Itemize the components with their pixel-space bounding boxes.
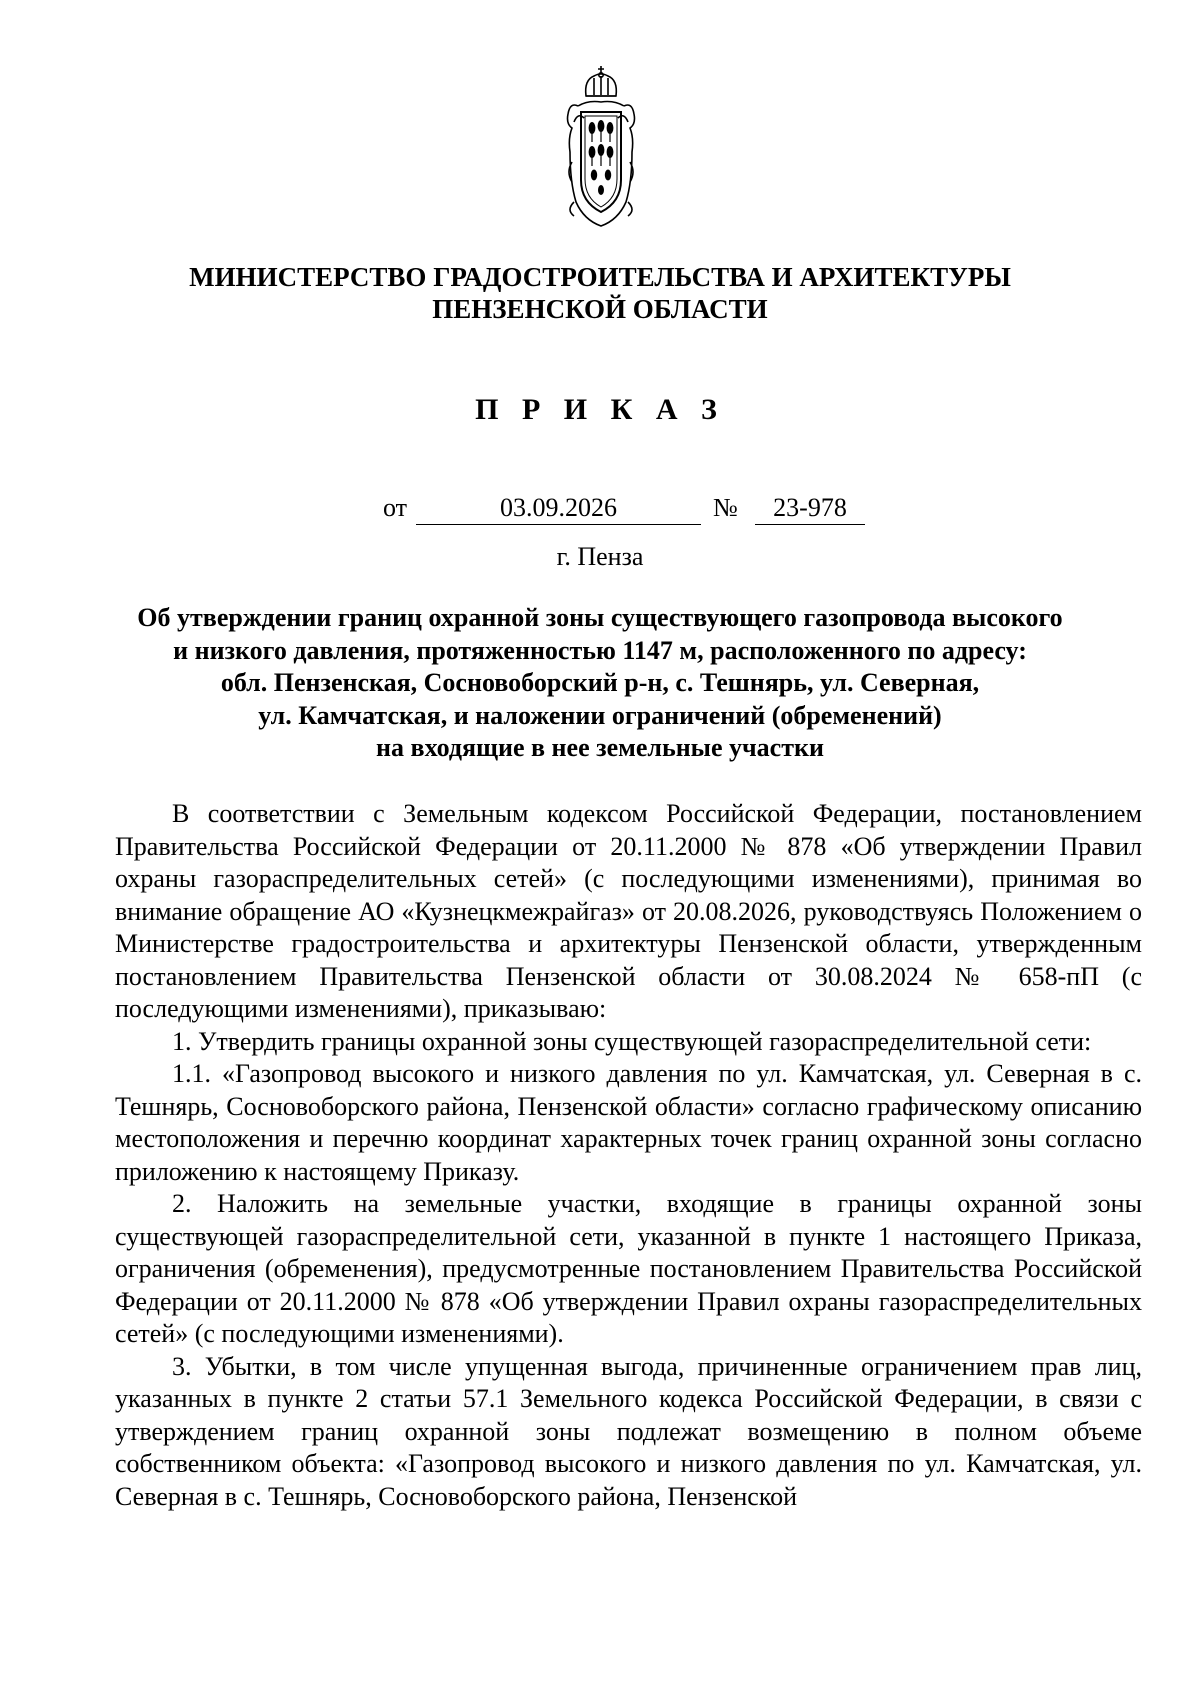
subject-line: Об утверждении границ охранной зоны существующего газопровода высокого: [137, 603, 1063, 632]
subject-line: ул. Камчатская, и наложении ограничений (обременений): [258, 700, 942, 730]
subject-line: и низкого давления, протяженностью 1147 м, расположенного по адресу:: [173, 635, 1027, 665]
ministry-name-line2: ПЕНЗЕНСКОЙ ОБЛАСТИ: [432, 294, 768, 324]
ministry-name: [0, 261, 1200, 325]
subject-line: на входящие в нее земельные участки: [376, 733, 824, 762]
order-body: [115, 798, 1142, 1513]
date-prefix: от: [383, 493, 408, 522]
clause-1-1: 1.1. «Газопровод высокого и низкого давления по ул. Камчатская, ул. Северная в с. Тешнярь, Сосновоборского района, Пензенской области» согласно графическому описанию местоположения и перечню координат характерных точек границ охранной зоны согласно приложению к настоящему Приказу.: [115, 1059, 1142, 1186]
clause-2: 2. Наложить на земельные участки, входящие в границы охранной зоны существующей газораспределительной сети, указанной в пункте 1 настоящего Приказа, ограничения (обременения), предусмотренные постановлением Правительства Российской Федерации от 20.11.2000 № 878 «Об утверждении Правил охраны газораспределительных сетей» (с последующими изменениями).: [115, 1189, 1142, 1348]
preamble-paragraph: В соответствии с Земельным кодексом Российской Федерации, постановлением Правительства Российской Федерации от 20.11.2000 № 878 «Об утверждении Правил охраны газораспределительных сетей» (с последующими изменениями), принимая во внимание обращение АО «Кузнецкмежрайгаз» от 20.08.2026, руководствуясь Положением о Министерстве градостроительства и архитектуры Пензенской области, утвержденным постановлением Правительства Пензенской области от 30.08.2024 № 658-пП (с последующими изменениями), приказываю:: [115, 799, 1142, 1023]
subject-line: обл. Пензенская, Сосновоборский р-н, с. Тешнярь, ул. Северная,: [220, 668, 980, 697]
ministry-name-line1: МИНИСТЕРСТВО ГРАДОСТРОИТЕЛЬСТВА И АРХИТЕКТУРЫ: [189, 262, 1011, 292]
document-type-title: П Р И К А З: [475, 393, 725, 426]
number-sign: №: [713, 493, 738, 522]
order-number: 23-978: [755, 492, 865, 525]
order-subject: [0, 602, 1200, 765]
clause-3: 3. Убытки, в том числе упущенная выгода, причиненные ограничением прав лиц, указанных в пункте 2 статьи 57.1 Земельного кодекса Российской Федерации, в связи с утверждением границ охранной зоны подлежат возмещению в полном объеме собственником объекта: «Газопровод высокого и низкого давления по ул. Камчатская, ул. Северная в с. Тешнярь, Сосновоборского района, Пензенской: [115, 1351, 1142, 1511]
clause-1: 1. Утвердить границы охранной зоны существующей газораспределительной сети:: [172, 1026, 1092, 1056]
coat-of-arms-emblem: [564, 62, 638, 230]
city: г. Пенза: [556, 542, 644, 571]
order-date: 03.09.2026: [416, 492, 701, 525]
